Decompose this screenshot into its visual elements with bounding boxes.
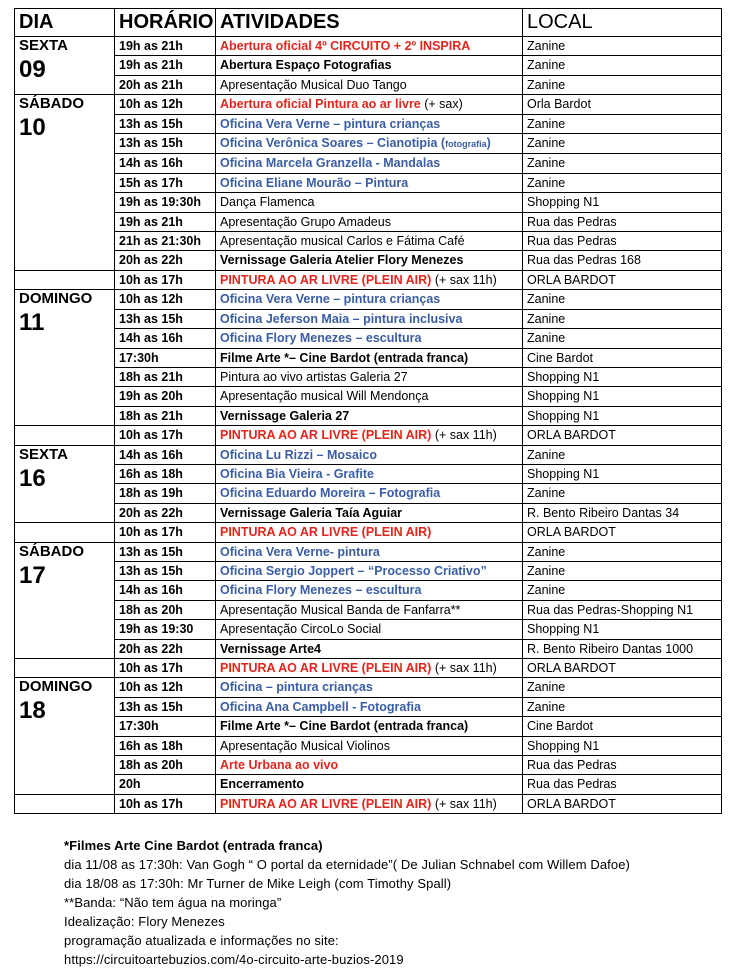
activity-title: Filme Arte *– Cine Bardot (entrada franca) <box>220 719 469 734</box>
activity-suffix: (+ sax 11h) <box>431 661 497 675</box>
activity-title: Oficina Ana Campbell - Fotografia <box>220 699 421 714</box>
schedule-row <box>15 232 722 251</box>
activity-cell <box>216 270 523 289</box>
activity-title: Vernissage Galeria Taía Aguiar <box>220 505 403 520</box>
location-cell: Rua das Pedras <box>523 756 722 775</box>
time-cell: 20h <box>115 775 216 794</box>
activity-title: Pintura ao vivo artistas Galeria 27 <box>220 369 408 384</box>
empty-day-cell <box>15 659 115 678</box>
location-cell: ORLA BARDOT <box>523 523 722 542</box>
activity-cell <box>216 387 523 406</box>
day-cell <box>15 445 115 523</box>
schedule-row <box>15 387 722 406</box>
activity-title: Oficina Eliane Mourão – Pintura <box>220 175 409 190</box>
activity-cell <box>216 464 523 483</box>
day-name: SEXTA <box>19 37 68 54</box>
location-cell: Zanine <box>523 542 722 561</box>
activity-cell <box>216 561 523 580</box>
time-cell: 13h as 15h <box>115 134 216 154</box>
location-cell: Shopping N1 <box>523 736 722 755</box>
day-cell <box>15 542 115 658</box>
location-cell: Shopping N1 <box>523 620 722 639</box>
location-cell: Zanine <box>523 37 722 56</box>
activity-title: Oficina – pintura crianças <box>220 680 373 695</box>
notes-line: **Banda: “Não tem água na moringa” <box>64 895 282 910</box>
notes-line: dia 11/08 as 17:30h: Van Gogh “ O portal da eternidade”( De Julian Schnabel com Willem Dafoe) <box>64 857 630 872</box>
location-cell: Rua das Pedras <box>523 212 722 231</box>
day-cell <box>15 678 115 794</box>
header-dia: DIA <box>15 9 115 37</box>
schedule-row <box>15 56 722 75</box>
schedule-row <box>15 445 722 464</box>
time-cell: 19h as 19:30h <box>115 193 216 212</box>
day-cell <box>15 95 115 271</box>
header-row <box>15 9 722 37</box>
empty-day-cell <box>15 270 115 289</box>
activity-title: Oficina Flory Menezes – escultura <box>220 583 422 598</box>
schedule-row <box>15 114 722 133</box>
activity-title: Apresentação Grupo Amadeus <box>220 214 391 229</box>
location-cell: Shopping N1 <box>523 193 722 212</box>
schedule-row <box>15 620 722 639</box>
time-cell: 10h as 12h <box>115 95 216 114</box>
location-cell: Shopping N1 <box>523 367 722 386</box>
schedule-row <box>15 736 722 755</box>
notes-line: Idealização: Flory Menezes <box>64 914 225 929</box>
activity-cell <box>216 309 523 328</box>
time-cell: 13h as 15h <box>115 697 216 716</box>
location-cell: Zanine <box>523 697 722 716</box>
time-cell: 17:30h <box>115 348 216 367</box>
location-cell: Rua das Pedras <box>523 232 722 251</box>
schedule-row <box>15 212 722 231</box>
activity-title: Oficina Sergio Joppert – “Processo Criativo” <box>220 563 487 578</box>
time-cell: 10h as 17h <box>115 659 216 678</box>
time-cell: 10h as 17h <box>115 523 216 542</box>
activity-note: fotografia <box>445 139 487 150</box>
schedule-row <box>15 367 722 386</box>
day-number: 17 <box>19 561 46 589</box>
time-cell: 20h as 21h <box>115 75 216 94</box>
activity-cell <box>216 75 523 94</box>
time-cell: 13h as 15h <box>115 114 216 133</box>
empty-day-cell <box>15 523 115 542</box>
location-cell: Zanine <box>523 309 722 328</box>
time-cell: 18h as 20h <box>115 600 216 619</box>
location-cell: ORLA BARDOT <box>523 426 722 445</box>
activity-cell <box>216 756 523 775</box>
location-cell: ORLA BARDOT <box>523 659 722 678</box>
location-cell: Zanine <box>523 445 722 464</box>
schedule-row <box>15 775 722 794</box>
activity-suffix: (+ sax 11h) <box>431 796 497 811</box>
activity-cell <box>216 794 523 813</box>
location-cell: Zanine <box>523 114 722 133</box>
activity-cell <box>216 232 523 251</box>
activity-title: Oficina Eduardo Moreira – Fotografia <box>220 486 441 501</box>
activity-suffix: (+ sax 11h) <box>431 428 497 443</box>
activity-title: Oficina Marcela Granzella - Mandalas <box>220 156 441 171</box>
time-cell: 13h as 15h <box>115 561 216 580</box>
day-name: DOMINGO <box>19 678 93 696</box>
activity-cell <box>216 95 523 114</box>
time-cell: 10h as 17h <box>115 426 216 445</box>
activity-title: Oficina Verônica Soares – Cianotipia ( <box>220 136 446 151</box>
location-cell: Zanine <box>523 154 722 173</box>
time-cell: 18h as 21h <box>115 367 216 386</box>
time-cell: 20h as 22h <box>115 503 216 522</box>
activity-cell <box>216 717 523 736</box>
activity-title: PINTURA AO AR LIVRE (PLEIN AIR) <box>220 661 432 675</box>
activity-title: Abertura oficial Pintura ao ar livre <box>220 97 421 112</box>
activity-title: Apresentação Musical Banda de Fanfarra** <box>220 602 461 617</box>
time-cell: 14h as 16h <box>115 445 216 464</box>
schedule-row <box>15 600 722 619</box>
activity-title: Oficina Jeferson Maia – pintura inclusiva <box>220 311 463 326</box>
activity-cell <box>216 348 523 367</box>
activity-title: PINTURA AO AR LIVRE (PLEIN AIR) <box>220 796 432 811</box>
location-cell: Zanine <box>523 173 722 192</box>
activity-cell <box>216 367 523 386</box>
activity-title: Apresentação CircoLo Social <box>220 622 382 637</box>
time-cell: 13h as 15h <box>115 309 216 328</box>
schedule-body <box>15 37 722 814</box>
activity-title: Filme Arte *– Cine Bardot (entrada franca) <box>220 350 469 365</box>
day-number: 11 <box>19 309 45 337</box>
location-cell: Rua das Pedras-Shopping N1 <box>523 600 722 619</box>
activity-title: Vernissage Arte4 <box>220 641 321 656</box>
activity-cell <box>216 503 523 522</box>
header-horario: HORÁRIO <box>115 9 216 37</box>
activity-title: Apresentação musical Will Mendonça <box>220 389 429 404</box>
activity-title: Oficina Flory Menezes – escultura <box>220 331 422 346</box>
activity-title: Oficina Lu Rizzi – Mosaico <box>220 447 377 462</box>
activity-cell <box>216 56 523 75</box>
schedule-row <box>15 503 722 522</box>
schedule-row <box>15 678 722 697</box>
activity-cell <box>216 523 523 542</box>
schedule-row <box>15 75 722 94</box>
activity-cell <box>216 581 523 600</box>
time-cell: 18h as 20h <box>115 756 216 775</box>
footnotes <box>64 836 630 969</box>
schedule-row <box>15 173 722 192</box>
activity-cell <box>216 290 523 309</box>
header-local: LOCAL <box>523 9 722 37</box>
schedule-row <box>15 309 722 328</box>
schedule-row <box>15 581 722 600</box>
header-atividades: ATIVIDADES <box>216 9 523 37</box>
empty-day-cell <box>15 426 115 445</box>
time-cell: 19h as 20h <box>115 387 216 406</box>
time-cell: 18h as 21h <box>115 406 216 425</box>
location-cell: Shopping N1 <box>523 387 722 406</box>
activity-title: Arte Urbana ao vivo <box>220 758 339 773</box>
location-cell: Zanine <box>523 678 722 697</box>
time-cell: 20h as 22h <box>115 251 216 270</box>
activity-cell <box>216 620 523 639</box>
activity-title: Dança Flamenca <box>220 195 315 210</box>
schedule-row <box>15 561 722 580</box>
schedule-row <box>15 406 722 425</box>
location-cell: Zanine <box>523 290 722 309</box>
activity-cell <box>216 193 523 212</box>
activity-cell <box>216 600 523 619</box>
activity-cell <box>216 329 523 348</box>
time-cell: 14h as 16h <box>115 581 216 600</box>
plein-air-row <box>15 523 722 542</box>
time-cell: 19h as 21h <box>115 212 216 231</box>
schedule-row <box>15 193 722 212</box>
plein-air-row <box>15 270 722 289</box>
time-cell: 16h as 18h <box>115 464 216 483</box>
notes-line: dia 18/08 as 17:30h: Mr Turner de Mike Leigh (com Timothy Spall) <box>64 876 452 891</box>
time-cell: 16h as 18h <box>115 736 216 755</box>
activity-title: Apresentação musical Carlos e Fátima Café <box>220 234 465 249</box>
activity-suffix: (+ sax) <box>420 97 463 112</box>
schedule-row <box>15 251 722 270</box>
location-cell: Zanine <box>523 329 722 348</box>
day-number: 09 <box>19 56 46 83</box>
plein-air-row <box>15 426 722 445</box>
time-cell: 10h as 17h <box>115 270 216 289</box>
location-cell: R. Bento Ribeiro Dantas 1000 <box>523 639 722 658</box>
website-link[interactable]: https://circuitoartebuzios.com/4o-circuito-arte-buzios-2019 <box>64 952 404 967</box>
activity-cell <box>216 134 523 154</box>
time-cell: 10h as 12h <box>115 290 216 309</box>
activity-cell <box>216 406 523 425</box>
empty-day-cell <box>15 794 115 813</box>
schedule-row <box>15 290 722 309</box>
activity-cell <box>216 251 523 270</box>
plein-air-row <box>15 794 722 813</box>
activity-cell <box>216 736 523 755</box>
activity-cell <box>216 639 523 658</box>
activity-cell <box>216 697 523 716</box>
schedule-row <box>15 639 722 658</box>
schedule-row <box>15 348 722 367</box>
time-cell: 19h as 19:30 <box>115 620 216 639</box>
day-name: SÁBADO <box>19 95 85 113</box>
time-cell: 14h as 16h <box>115 329 216 348</box>
activity-title: Oficina Bia Vieira - Grafite <box>220 466 374 481</box>
time-cell: 19h as 21h <box>115 56 216 75</box>
activity-title: Encerramento <box>220 777 305 792</box>
location-cell: Rua das Pedras 168 <box>523 251 722 270</box>
location-cell: ORLA BARDOT <box>523 794 722 813</box>
activity-cell <box>216 426 523 445</box>
time-cell: 20h as 22h <box>115 639 216 658</box>
day-cell <box>15 37 115 95</box>
schedule-row <box>15 542 722 561</box>
location-cell: Cine Bardot <box>523 717 722 736</box>
activity-title: Abertura oficial 4º CIRCUITO + 2º INSPIRA <box>220 39 471 53</box>
schedule-row <box>15 484 722 503</box>
activity-title: PINTURA AO AR LIVRE (PLEIN AIR) <box>220 525 432 540</box>
day-name: DOMINGO <box>19 290 93 308</box>
activity-cell <box>216 775 523 794</box>
activity-cell <box>216 154 523 173</box>
time-cell: 10h as 17h <box>115 794 216 813</box>
location-cell: Zanine <box>523 75 722 94</box>
activity-cell <box>216 173 523 192</box>
location-cell: ORLA BARDOT <box>523 270 722 289</box>
activity-title: Vernissage Galeria 27 <box>220 408 350 423</box>
activity-title: Apresentação Musical Duo Tango <box>220 77 407 92</box>
notes-title: *Filmes Arte Cine Bardot (entrada franca) <box>64 838 323 853</box>
activity-title: PINTURA AO AR LIVRE (PLEIN AIR) <box>220 428 432 443</box>
activity-cell <box>216 659 523 678</box>
activity-title: Oficina Vera Verne- pintura <box>220 544 380 559</box>
day-number: 10 <box>19 114 46 142</box>
location-cell: Zanine <box>523 484 722 503</box>
schedule-row <box>15 464 722 483</box>
day-number: 18 <box>19 697 46 725</box>
schedule-row <box>15 37 722 56</box>
schedule-row <box>15 154 722 173</box>
location-cell: Cine Bardot <box>523 348 722 367</box>
activity-cell <box>216 484 523 503</box>
activity-title: Apresentação Musical Violinos <box>220 738 391 753</box>
location-cell: Zanine <box>523 56 722 75</box>
activity-title: PINTURA AO AR LIVRE (PLEIN AIR) <box>220 272 432 287</box>
time-cell: 17:30h <box>115 717 216 736</box>
schedule-row <box>15 717 722 736</box>
schedule-row <box>15 95 722 114</box>
time-cell: 19h as 21h <box>115 37 216 56</box>
day-name: SEXTA <box>19 445 68 463</box>
time-cell: 13h as 15h <box>115 542 216 561</box>
schedule-table <box>14 8 722 814</box>
location-cell: Rua das Pedras <box>523 775 722 794</box>
plein-air-row <box>15 659 722 678</box>
notes-line: programação atualizada e informações no site: <box>64 933 339 948</box>
activity-suffix: (+ sax 11h) <box>431 272 497 287</box>
activity-title: Abertura Espaço Fotografias <box>220 58 392 73</box>
location-cell: Shopping N1 <box>523 406 722 425</box>
activity-cell <box>216 114 523 133</box>
activity-title: Vernissage Galeria Atelier Flory Menezes <box>220 253 464 268</box>
time-cell: 15h as 17h <box>115 173 216 192</box>
activity-cell <box>216 212 523 231</box>
time-cell: 14h as 16h <box>115 154 216 173</box>
activity-title: Oficina Vera Verne – pintura crianças <box>220 116 441 131</box>
schedule-row <box>15 756 722 775</box>
time-cell: 21h as 21:30h <box>115 232 216 251</box>
day-cell <box>15 290 115 426</box>
activity-cell <box>216 678 523 697</box>
schedule-row <box>15 134 722 154</box>
activity-paren: ) <box>486 136 491 151</box>
activity-cell <box>216 37 523 56</box>
schedule-row <box>15 329 722 348</box>
time-cell: 10h as 12h <box>115 678 216 697</box>
time-cell: 18h as 19h <box>115 484 216 503</box>
location-cell: R. Bento Ribeiro Dantas 34 <box>523 503 722 522</box>
activity-cell <box>216 445 523 464</box>
activity-title: Oficina Vera Verne – pintura crianças <box>220 292 441 307</box>
location-cell: Zanine <box>523 561 722 580</box>
schedule-row <box>15 697 722 716</box>
day-name: SÁBADO <box>19 542 85 560</box>
day-number: 16 <box>19 464 46 492</box>
location-cell: Orla Bardot <box>523 95 722 114</box>
location-cell: Zanine <box>523 134 722 154</box>
location-cell: Zanine <box>523 581 722 600</box>
activity-cell <box>216 542 523 561</box>
location-cell: Shopping N1 <box>523 464 722 483</box>
